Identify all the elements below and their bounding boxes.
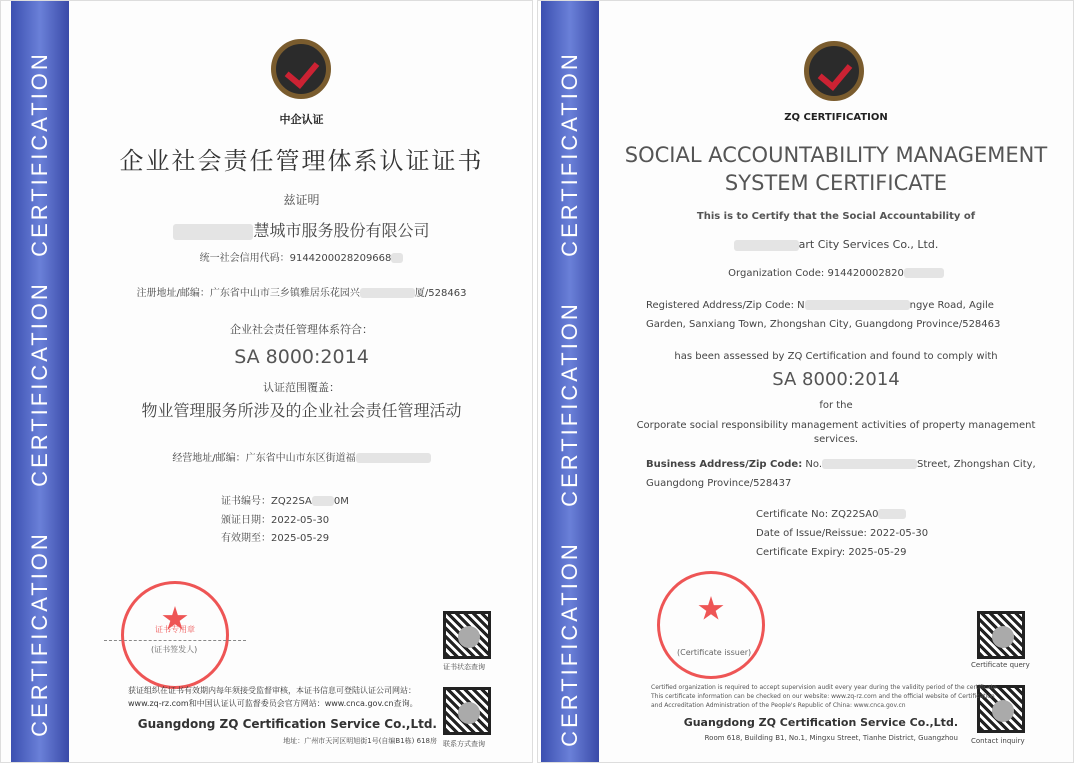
certificate-title: SYSTEM CERTIFICATE xyxy=(724,171,948,195)
certify-text: This is to Certify that the Social Accountability of xyxy=(696,211,976,222)
signature-line xyxy=(104,640,246,641)
registered-address-tail: ngye Road, Agile xyxy=(909,300,994,311)
qr-label: Certificate query xyxy=(971,661,1030,669)
business-address: 经营地址/邮编：广东省中山市东区街道福 xyxy=(172,453,356,464)
band-text: CERTIFICATION xyxy=(557,301,582,507)
registered-address: 注册地址/邮编：广东省中山市三乡镇雅居乐花园兴 xyxy=(136,288,360,299)
company-name: art City Services Co., Ltd. xyxy=(798,238,939,251)
band-text: CERTIFICATION xyxy=(27,281,52,487)
qr-code-icon[interactable] xyxy=(443,687,491,735)
registered-address-label: Registered Address/Zip Code: xyxy=(646,300,794,311)
issuer-name: Guangdong ZQ Certification Service Co.,Ltd. xyxy=(683,716,958,729)
english-certificate xyxy=(537,0,1074,763)
side-band xyxy=(541,1,599,763)
registered-address-line2: Garden, Sanxiang Town, Zhongshan City, Guangdong Province/528463 xyxy=(646,319,1001,330)
certificate-title: SOCIAL ACCOUNTABILITY MANAGEMENT xyxy=(624,143,1048,167)
expiry-date: Certificate Expiry: 2025-05-29 xyxy=(756,547,907,558)
star-icon xyxy=(698,596,724,622)
standard: SA 8000:2014 xyxy=(234,346,369,368)
complies-label: 企业社会责任管理体系符合： xyxy=(230,323,373,336)
qr-label: Contact inquiry xyxy=(971,737,1025,745)
qr-code-icon[interactable] xyxy=(977,611,1025,659)
certificate-title: 企业社会责任管理体系认证证书 xyxy=(119,147,484,175)
qr-code-icon[interactable] xyxy=(443,611,491,659)
seal-stamp-icon xyxy=(657,571,765,679)
issuer-address: Room 618, Building B1, No.1, Mingxu Street, Tianhe District, Guangzhou xyxy=(704,734,958,742)
certify-text: 兹证明 xyxy=(283,193,320,207)
registered-address-tail: 厦/528463 xyxy=(414,288,467,299)
assessed-text: has been assessed by ZQ Certification and found to comply with xyxy=(674,351,998,362)
qr-label: 联系方式查询 xyxy=(443,740,485,748)
certificate-number-tail: 0M xyxy=(333,496,349,507)
side-band xyxy=(11,1,69,763)
issuer-address: 地址：广州市天河区明旭街1号(自编B1栋) 618房 xyxy=(283,737,437,745)
certificate-number: 证书编号：ZQ22SA xyxy=(221,496,312,507)
standard: SA 8000:2014 xyxy=(772,369,900,390)
signer-label: (证书签发人) xyxy=(151,645,198,654)
company-name: 慧城市服务股份有限公司 xyxy=(253,221,430,240)
zq-logo-icon xyxy=(271,39,331,99)
issue-date: 颁证日期：2022-05-30 xyxy=(221,515,330,526)
business-address-line2: Guangdong Province/528437 xyxy=(646,478,792,489)
notice-line: This certificate information can be checked on our website: www.zq-rz.com and the official website of Certification xyxy=(651,693,995,700)
registered-address: N xyxy=(797,300,805,311)
seal-stamp-icon xyxy=(121,581,229,689)
logo-text: 中企认证 xyxy=(279,113,324,126)
certificate-number: Certificate No: ZQ22SA0 xyxy=(756,509,879,520)
logo-text: ZQ CERTIFICATION xyxy=(784,112,888,123)
scope: 物业管理服务所涉及的企业社会责任管理活动 xyxy=(141,401,462,420)
notice-line: Certified organization is required to accept supervision audit every year during the validity period of the certificate. xyxy=(651,684,999,691)
scope-label: 认证范围覆盖： xyxy=(263,381,340,394)
org-code: 914420002820 xyxy=(827,268,904,279)
band-text: CERTIFICATION xyxy=(557,51,582,257)
business-address: No. xyxy=(805,459,822,470)
business-address-tail: Street, Zhongshan City, xyxy=(917,459,1036,470)
qr-label: 证书状态查询 xyxy=(443,663,485,671)
band-text: CERTIFICATION xyxy=(27,51,52,257)
scope: Corporate social responsibility management activities of property management xyxy=(636,420,1036,431)
band-text: CERTIFICATION xyxy=(27,531,52,737)
chinese-certificate xyxy=(0,0,533,763)
zq-logo-icon xyxy=(804,41,864,101)
notice-line: and Accreditation Administration of the People's Republic of China: www.cnca.gov.cn xyxy=(651,702,906,709)
for-text: for the xyxy=(819,400,853,411)
signer-label: (Certificate issuer) xyxy=(677,648,752,657)
scope: services. xyxy=(813,434,859,445)
business-address-label: Business Address/Zip Code: xyxy=(646,459,803,470)
org-code-label: Organization Code: xyxy=(728,268,825,279)
expiry-date: 有效期至：2025-05-29 xyxy=(221,533,330,544)
credit-code: 统一社会信用代码：9144200028209668 xyxy=(199,253,392,264)
issuer-name: Guangdong ZQ Certification Service Co.,Ltd. xyxy=(137,717,437,731)
seal-label: 证书专用章 xyxy=(155,625,195,634)
band-text: CERTIFICATION xyxy=(557,541,582,747)
notice-line: 获证组织在证书有效期内每年须接受监督审核，本证书信息可登陆认证公司网站： xyxy=(128,686,416,695)
notice-line: www.zq-rz.com和中国认证认可监督委员会官方网站：www.cnca.gov.cn查询。 xyxy=(128,699,418,708)
issue-date: Date of Issue/Reissue: 2022-05-30 xyxy=(756,528,929,539)
